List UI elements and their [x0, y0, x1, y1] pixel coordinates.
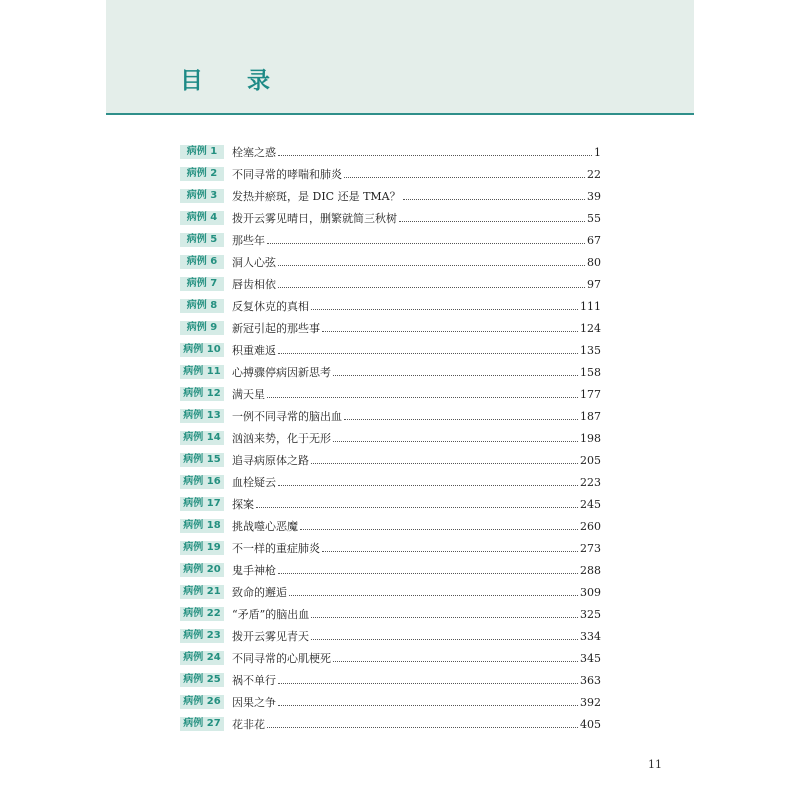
case-page-number: 345: [580, 651, 601, 665]
case-title: 反复休克的真相: [232, 300, 309, 313]
case-title: 追寻病原体之路: [232, 454, 309, 467]
dot-leader: [278, 485, 578, 486]
case-label-badge: 病例 16: [180, 475, 224, 489]
toc-entry[interactable]: [180, 427, 601, 449]
case-label-badge: 病例 10: [180, 343, 224, 357]
case-label-badge: 病例 5: [180, 233, 224, 247]
case-title: 汹汹来势，化于无形: [232, 432, 331, 445]
dot-leader: [311, 309, 578, 310]
case-label-badge: 病例 27: [180, 717, 224, 731]
case-title: 鬼手神枪: [232, 564, 276, 577]
case-page-number: 67: [587, 233, 601, 247]
case-title: 血栓疑云: [232, 476, 276, 489]
case-page-number: 80: [587, 255, 601, 269]
case-page-number: 309: [580, 585, 601, 599]
toc-entry[interactable]: [180, 669, 601, 691]
case-page-number: 39: [587, 189, 601, 203]
case-page-number: 111: [580, 299, 601, 313]
toc-entry[interactable]: [180, 625, 601, 647]
case-label-badge: 病例 13: [180, 409, 224, 423]
case-label-badge: 病例 12: [180, 387, 224, 401]
toc-entry[interactable]: [180, 405, 601, 427]
case-page-number: 177: [580, 387, 601, 401]
toc-entry[interactable]: [180, 317, 601, 339]
toc-entry[interactable]: [180, 141, 601, 163]
dot-leader: [322, 331, 578, 332]
dot-leader: [278, 265, 585, 266]
dot-leader: [399, 221, 585, 222]
toc-entry[interactable]: [180, 603, 601, 625]
case-page-number: 198: [580, 431, 601, 445]
case-label-badge: 病例 22: [180, 607, 224, 621]
dot-leader: [278, 155, 592, 156]
case-title: 一例不同寻常的脑出血: [232, 410, 342, 423]
dot-leader: [267, 243, 585, 244]
case-label-badge: 病例 8: [180, 299, 224, 313]
case-page-number: 405: [580, 717, 601, 731]
dot-leader: [278, 287, 585, 288]
case-page-number: 260: [580, 519, 601, 533]
toc-entry[interactable]: [180, 471, 601, 493]
case-title: 拨开云雾见青天: [232, 630, 309, 643]
toc-entry[interactable]: [180, 163, 601, 185]
dot-leader: [333, 375, 578, 376]
case-label-badge: 病例 6: [180, 255, 224, 269]
toc-entry[interactable]: [180, 449, 601, 471]
case-label-badge: 病例 19: [180, 541, 224, 555]
case-title: 满天星: [232, 388, 265, 401]
toc-entry[interactable]: [180, 515, 601, 537]
case-title: “矛盾”的脑出血: [232, 608, 310, 621]
case-label-badge: 病例 2: [180, 167, 224, 181]
toc-entry[interactable]: [180, 493, 601, 515]
case-title: 那些年: [232, 234, 265, 247]
dot-leader: [267, 727, 578, 728]
case-title: 探案: [232, 498, 254, 511]
dot-leader: [344, 419, 578, 420]
dot-leader: [322, 551, 578, 552]
case-page-number: 273: [580, 541, 601, 555]
dot-leader: [333, 441, 578, 442]
dot-leader: [311, 639, 578, 640]
dot-leader: [311, 463, 578, 464]
case-page-number: 158: [580, 365, 601, 379]
case-label-badge: 病例 11: [180, 365, 224, 379]
case-title: 洞人心弦: [232, 256, 276, 269]
toc-entry[interactable]: [180, 185, 601, 207]
dot-leader: [333, 661, 578, 662]
case-label-badge: 病例 15: [180, 453, 224, 467]
case-label-badge: 病例 9: [180, 321, 224, 335]
case-page-number: 97: [587, 277, 601, 291]
case-title: 新冠引起的那些事: [232, 322, 320, 335]
case-page-number: 392: [580, 695, 601, 709]
case-label-badge: 病例 18: [180, 519, 224, 533]
case-page-number: 124: [580, 321, 601, 335]
toc-entry[interactable]: [180, 559, 601, 581]
case-label-badge: 病例 23: [180, 629, 224, 643]
case-page-number: 223: [580, 475, 601, 489]
case-label-badge: 病例 25: [180, 673, 224, 687]
case-title: 心搏骤停病因新思考: [232, 366, 331, 379]
case-title: 因果之争: [232, 696, 276, 709]
dot-leader: [289, 595, 578, 596]
case-page-number: 22: [587, 167, 601, 181]
case-label-badge: 病例 3: [180, 189, 224, 203]
case-page-number: 288: [580, 563, 601, 577]
page-number: 11: [648, 758, 662, 771]
case-title: 祸不单行: [232, 674, 276, 687]
case-page-number: 205: [580, 453, 601, 467]
case-page-number: 334: [580, 629, 601, 643]
case-page-number: 245: [580, 497, 601, 511]
dot-leader: [267, 397, 578, 398]
toc-entry[interactable]: [180, 713, 601, 735]
case-page-number: 187: [580, 409, 601, 423]
case-title: 唇齿相依: [232, 278, 276, 291]
case-label-badge: 病例 20: [180, 563, 224, 577]
dot-leader: [344, 177, 585, 178]
case-title: 不同寻常的哮喘和肺炎: [232, 168, 342, 181]
toc-entry[interactable]: [180, 273, 601, 295]
case-title: 积重难返: [232, 344, 276, 357]
case-title: 挑战噬心恶魔: [232, 520, 298, 533]
toc-entry[interactable]: [180, 691, 601, 713]
toc-entry[interactable]: [180, 229, 601, 251]
case-label-badge: 病例 24: [180, 651, 224, 665]
case-page-number: 1: [594, 145, 601, 159]
case-page-number: 325: [580, 607, 601, 621]
case-page-number: 135: [580, 343, 601, 357]
case-title: 不一样的重症肺炎: [232, 542, 320, 555]
table-of-contents: [180, 141, 601, 735]
case-label-badge: 病例 21: [180, 585, 224, 599]
document-page: [106, 0, 694, 800]
toc-entry[interactable]: [180, 207, 601, 229]
case-title: 不同寻常的心肌梗死: [232, 652, 331, 665]
case-label-badge: 病例 26: [180, 695, 224, 709]
case-page-number: 363: [580, 673, 601, 687]
dot-leader: [278, 573, 578, 574]
dot-leader: [278, 705, 578, 706]
case-title: 致命的邂逅: [232, 586, 287, 599]
toc-entry[interactable]: [180, 295, 601, 317]
toc-entry[interactable]: [180, 383, 601, 405]
toc-entry[interactable]: [180, 581, 601, 603]
page-title: 目 录: [180, 67, 289, 94]
page-header-band: [106, 0, 694, 115]
case-title: 花非花: [232, 718, 265, 731]
case-title: 拨开云雾见晴日，删繁就简三秋树: [232, 212, 397, 225]
case-label-badge: 病例 14: [180, 431, 224, 445]
case-label-badge: 病例 1: [180, 145, 224, 159]
case-label-badge: 病例 4: [180, 211, 224, 225]
toc-entry[interactable]: [180, 537, 601, 559]
dot-leader: [403, 199, 585, 200]
toc-entry[interactable]: [180, 647, 601, 669]
dot-leader: [311, 617, 578, 618]
dot-leader: [278, 683, 578, 684]
dot-leader: [278, 353, 578, 354]
toc-entry[interactable]: [180, 251, 601, 273]
case-page-number: 55: [587, 211, 601, 225]
dot-leader: [256, 507, 578, 508]
case-label-badge: 病例 17: [180, 497, 224, 511]
toc-entry[interactable]: [180, 361, 601, 383]
case-title: 发热并瘀斑，是 DIC 还是 TMA？: [232, 190, 401, 203]
case-label-badge: 病例 7: [180, 277, 224, 291]
toc-entry[interactable]: [180, 339, 601, 361]
dot-leader: [300, 529, 578, 530]
case-title: 栓塞之惑: [232, 146, 276, 159]
